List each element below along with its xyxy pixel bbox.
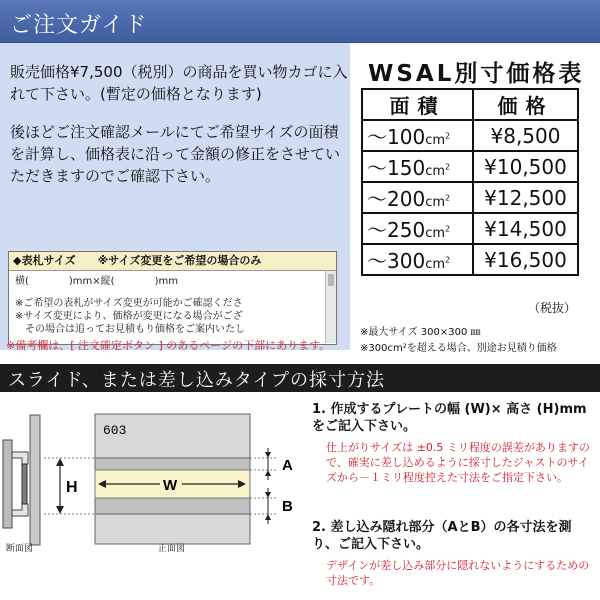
step1-note: 仕上がりサイズは ±0.5 ミリ程度の誤差がありますので、確実に差し込めるように採寸したジャストのサイズから－１ミリ程度控えた寸法をご指定下さい。 xyxy=(326,441,590,484)
step1-heading: 1. 作成するプレートの幅 (W)× 高さ (H)mmをご記入下さい。 xyxy=(312,402,587,434)
label-w: W xyxy=(163,477,178,494)
size-field-line: 横( )mm×縦( )mm xyxy=(15,276,178,287)
measure-section-title: スライド、または差し込みタイプの採寸方法 xyxy=(8,370,385,391)
area-cell: $\sim 200cm^2$ xyxy=(362,182,473,213)
confirm-info-text: 後ほどご注文確認メールにてご希望サイズの面積を計算し、価格表に沿って金額の修正をさせていただきますのでご確認下さい。 xyxy=(10,123,341,185)
plate-number: 603 xyxy=(103,423,127,438)
form-notice-line: その場合は追ってお見積もり価格をご案内いたし xyxy=(15,324,245,335)
front-view-drawing xyxy=(95,414,250,544)
price-table xyxy=(361,88,579,276)
table-row xyxy=(362,182,578,213)
label-b: B xyxy=(282,498,293,515)
order-info-panel xyxy=(0,43,350,350)
table-row xyxy=(362,244,578,275)
table-row xyxy=(362,151,578,182)
guide-title: ご注文ガイド xyxy=(10,13,148,38)
price-cell: ¥12,500 xyxy=(473,182,578,213)
form-notice-line: ※ご希望の表札がサイズ変更が可能かご確認くださ xyxy=(15,298,243,309)
area-cell: $\sim 150cm^2$ xyxy=(362,151,473,182)
area-cell: $\sim 250cm^2$ xyxy=(362,213,473,244)
table-header-row xyxy=(362,89,578,120)
cross-section-caption: 断面図 xyxy=(6,544,34,554)
max-size-note: ※最大サイズ 300×300 ㎜ xyxy=(360,327,481,338)
ab-dimensions xyxy=(250,448,293,524)
price-table-title: WSAL別寸価格表 xyxy=(368,61,585,87)
area-cell: $\sim 300cm^2$ xyxy=(362,244,473,275)
cross-section-drawing xyxy=(3,415,40,545)
form-scrollbar[interactable] xyxy=(325,271,336,343)
instruction-step-1 xyxy=(312,401,596,485)
price-cell: ¥8,500 xyxy=(473,120,578,151)
remarks-note: ※備考欄は、[ 注文確定ボタン ] のあるページの下部にあります。 xyxy=(6,339,331,352)
price-info-text: 販売価格¥7,500（税別）の商品を買い物カゴに入れて下さい。(暫定の価格となります) xyxy=(10,63,348,103)
area-cell: $\sim 100cm^2$ xyxy=(362,120,473,151)
size-form-preview xyxy=(8,251,337,345)
form-title: ◆表札サイズ ※サイズ変更をご希望の場合のみ xyxy=(9,252,336,271)
price-cell: ¥16,500 xyxy=(473,244,578,275)
instruction-step-2 xyxy=(312,519,596,588)
tax-note: （税抜） xyxy=(528,301,577,315)
measurement-diagram xyxy=(0,400,305,600)
step2-note: デザインが差し込み部分に隠れないようにするための寸法です。 xyxy=(326,559,590,587)
price-header: 価格 xyxy=(473,89,578,120)
price-cell: ¥10,500 xyxy=(473,151,578,182)
step2-heading: 2. 差し込み隠れ部分（AとB）の各寸法を測り、ご記入下さい。 xyxy=(312,520,572,552)
form-notice-line: ※サイズ変更により、価格が変更になる場合がござ xyxy=(15,311,243,322)
table-row xyxy=(362,213,578,244)
table-row xyxy=(362,120,578,151)
label-h: H xyxy=(66,479,78,496)
guide-header xyxy=(0,0,600,43)
height-dimension xyxy=(44,458,95,514)
label-a: A xyxy=(282,457,293,474)
measure-section-bar xyxy=(0,364,600,392)
price-cell: ¥14,500 xyxy=(473,213,578,244)
front-view-caption: 正面図 xyxy=(158,544,186,554)
over-size-note: ※300cm²を超える場合、別途お見積り価格 xyxy=(360,343,557,354)
area-header: 面積 xyxy=(362,89,473,120)
